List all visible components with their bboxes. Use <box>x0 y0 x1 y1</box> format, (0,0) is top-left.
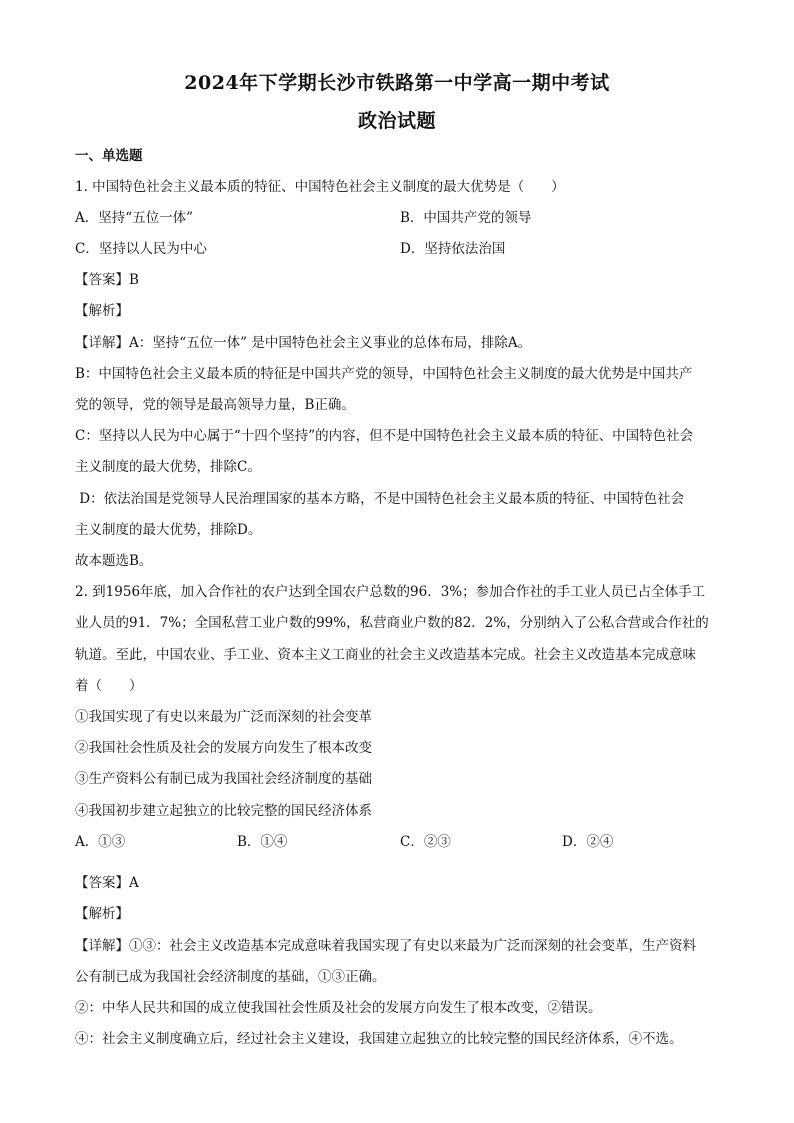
q1-detail-line: C：坚持以人民为中心属于“十四个坚持”的内容，但不是中国特色社会主义最本质的特征、中国特色社会 <box>75 428 694 444</box>
q1-detail-line: 故本题选B。 <box>75 553 153 569</box>
q1-analysis-label: 【解析】 <box>75 303 129 319</box>
q1-option-c: C．坚持以人民为中心 <box>75 241 207 257</box>
q2-option-c: C．②③ <box>400 834 451 850</box>
q2-detail-line: 【详解】①③：社会主义改造基本完成意味着我国实现了有史以来最为广泛而深刻的社会变革，生产资料 <box>75 938 696 954</box>
q2-detail-line: 公有制已成为我国社会经济制度的基础，①③正确。 <box>75 969 386 985</box>
section-heading: 一、单选题 <box>75 148 143 164</box>
q2-option-d: D．②④ <box>562 834 614 850</box>
q1-detail-line: 党的领导，党的领导是最高领导力量，B正确。 <box>75 397 355 413</box>
q1-stem: 1. 中国特色社会主义最本质的特征、中国特色社会主义制度的最大优势是（ ） <box>75 179 565 195</box>
q2-statement: ②我国社会性质及社会的发展方向发生了根本改变 <box>75 740 372 756</box>
q2-option-b: B．①④ <box>237 834 288 850</box>
exam-subtitle: 政治试题 <box>357 110 436 132</box>
q2-answer: 【答案】A <box>75 875 139 891</box>
q1-detail-line: B：中国特色社会主义最本质的特征是中国共产党的领导，中国特色社会主义制度的最大优势是中国共产 <box>75 366 693 382</box>
q1-option-a: A．坚持“五位一体” <box>75 210 194 226</box>
q2-statement: ③生产资料公有制已成为我国社会经济制度的基础 <box>75 771 372 787</box>
q2-stem-line: 业人员的91．7%；全国私营工业户数的99%，私营商业户数的82．2%，分别纳入了公私合营或合作社的 <box>75 615 709 631</box>
q1-option-d: D．坚持依法治国 <box>400 241 506 257</box>
q1-detail-line: D：依法治国是党领导人民治理国家的基本方略，不是中国特色社会主义最本质的特征、中国特色社会 <box>75 491 685 507</box>
q2-stem-line: 2. 到1956年底，加入合作社的农户达到全国农户总数的96．3%；参加合作社的手工业人员已占全体手工 <box>75 584 706 600</box>
q2-option-a: A．①③ <box>75 834 126 850</box>
q2-statement: ④我国初步建立起独立的比较完整的国民经济体系 <box>75 803 372 819</box>
q1-detail-line: 主义制度的最大优势，排除C。 <box>75 459 261 475</box>
q2-stem-line: 轨道。至此，中国农业、手工业、资本主义工商业的社会主义改造基本完成。社会主义改造基本完成意味 <box>75 647 696 663</box>
q2-stem-line: 着（ ） <box>75 678 143 694</box>
q2-statement: ①我国实现了有史以来最为广泛而深刻的社会变革 <box>75 709 372 725</box>
q1-detail-line: 主义制度的最大优势，排除D。 <box>75 522 262 538</box>
q2-detail-line: ②：中华人民共和国的成立使我国社会性质及社会的发展方向发生了根本改变，②错误。 <box>75 1000 602 1016</box>
q1-answer: 【答案】B <box>75 272 139 288</box>
q1-detail-line: 【详解】A：坚持“五位一体” 是中国特色社会主义事业的总体布局，排除A。 <box>75 335 532 351</box>
q2-detail-line: ④：社会主义制度确立后，经过社会主义建设，我国建立起独立的比较完整的国民经济体系，④不选。 <box>75 1031 683 1047</box>
q2-analysis-label: 【解析】 <box>75 906 129 922</box>
q1-option-b: B．中国共产党的领导 <box>400 210 532 226</box>
exam-title: 2024年下学期长沙市铁路第一中学高一期中考试 <box>184 72 610 94</box>
